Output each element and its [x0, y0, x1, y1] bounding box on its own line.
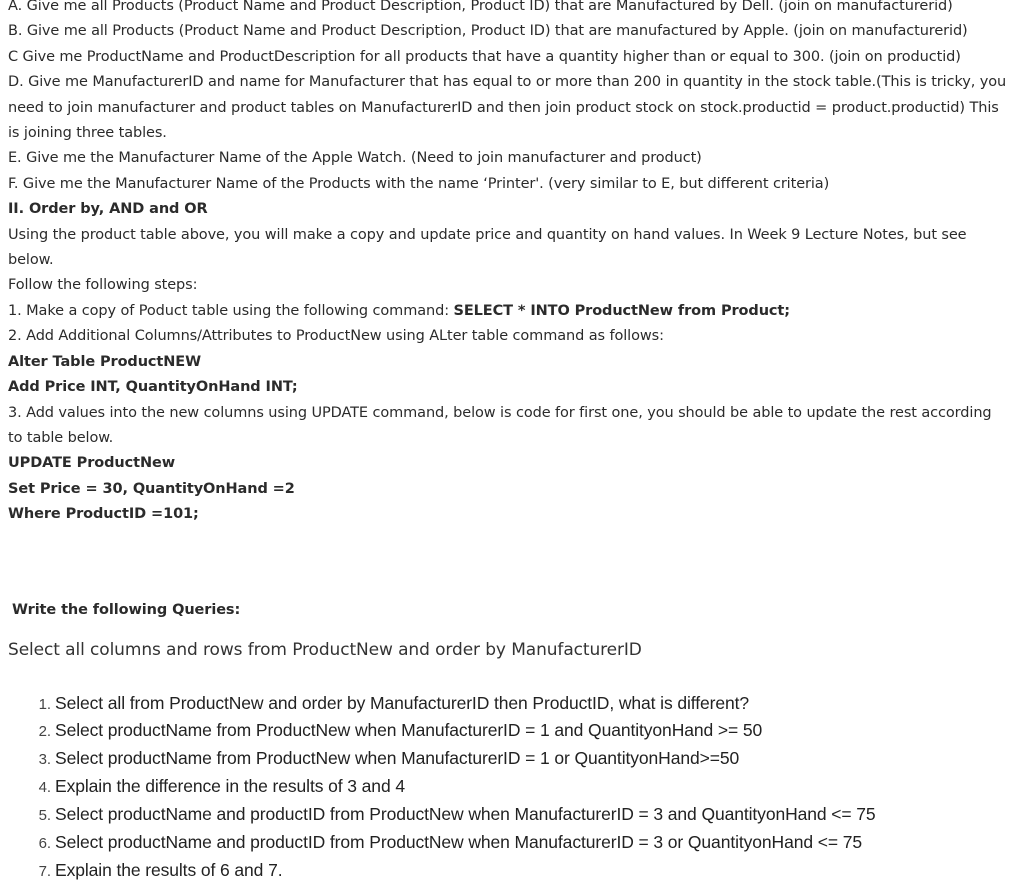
step-1-command: SELECT * INTO ProductNew from Product;	[453, 302, 790, 319]
section-heading-order-by: II. Order by, AND and OR	[8, 201, 208, 218]
query-item-3: 3. Select productName from ProductNew when ManufacturerID = 1 or QuantityonHand>=50	[55, 745, 1008, 773]
update-command-line-1: UPDATE ProductNew	[8, 455, 176, 472]
update-command-line-2: Set Price = 30, QuantityOnHand =2	[8, 480, 295, 497]
update-command-line-3: Where ProductID =101;	[8, 506, 199, 523]
step-1	[8, 299, 1008, 324]
blank-space	[8, 528, 1008, 598]
alter-command-line-1: Alter Table ProductNEW	[8, 353, 201, 370]
queries-list	[8, 690, 1008, 885]
query-item-4: 4. Explain the difference in the results of 3 and 4	[55, 773, 1008, 801]
assignment-document	[8, 0, 1008, 885]
step-3: 3. Add values into the new columns using UPDATE command, below is code for first one, you should be able to update the rest according to table below.	[8, 404, 992, 446]
query-item-7: 7. Explain the results of 6 and 7.	[55, 857, 1008, 885]
queries-heading: Write the following Queries:	[12, 601, 241, 618]
query-item-5: 5. Select productName and productID from ProductNew when ManufacturerID = 3 and QuantityonHand <= 75	[55, 801, 1008, 829]
queries-intro: Select all columns and rows from ProductNew and order by ManufacturerID	[8, 639, 642, 660]
query-item-6: 6. Select productName and productID from ProductNew when ManufacturerID = 3 or QuantityonHand <= 75	[55, 829, 1008, 857]
alter-command-line-2: Add Price INT, QuantityOnHand INT;	[8, 379, 298, 396]
section-intro: Using the product table above, you will make a copy and update price and quantity on hand values. In Week 9 Lecture Notes, but see below.	[8, 226, 967, 269]
item-d: D. Give me ManufacturerID and name for Manufacturer that has equal to or more than 200 in quantity in the stock table.(This is tricky, you need to join manufacturer and product tables on ManufacturerID and then join product stock on stock.productid = product.productid) This is joining three tables.	[8, 74, 1007, 142]
step-2: 2. Add Additional Columns/Attributes to ProductNew using ALter table command as follows:	[8, 328, 664, 345]
item-f: F. Give me the Manufacturer Name of the Products with the name ‘Printer'. (very similar to E, but different criteria)	[8, 175, 830, 192]
item-a: A. Give me all Products (Product Name and Product Description, Product ID) that are Manufactured by Dell. (join on manufacturerid)	[8, 0, 953, 14]
step-1-text: 1. Make a copy of Poduct table using the following command:	[8, 302, 454, 319]
item-c: C Give me ProductName and ProductDescription for all products that have a quantity higher than or equal to 300. (join on productid)	[8, 48, 961, 65]
follow-steps-text: Follow the following steps:	[8, 277, 198, 294]
query-item-2: 2. Select productName from ProductNew when ManufacturerID = 1 and QuantityonHand >= 50	[55, 717, 1008, 745]
item-b: B. Give me all Products (Product Name and Product Description, Product ID) that are manufactured by Apple. (join on manufacturerid)	[8, 23, 968, 40]
item-e: E. Give me the Manufacturer Name of the Apple Watch. (Need to join manufacturer and product)	[8, 150, 702, 167]
query-item-1: 1. Select all from ProductNew and order by ManufacturerID then ProductID, what is different?	[55, 690, 1008, 718]
